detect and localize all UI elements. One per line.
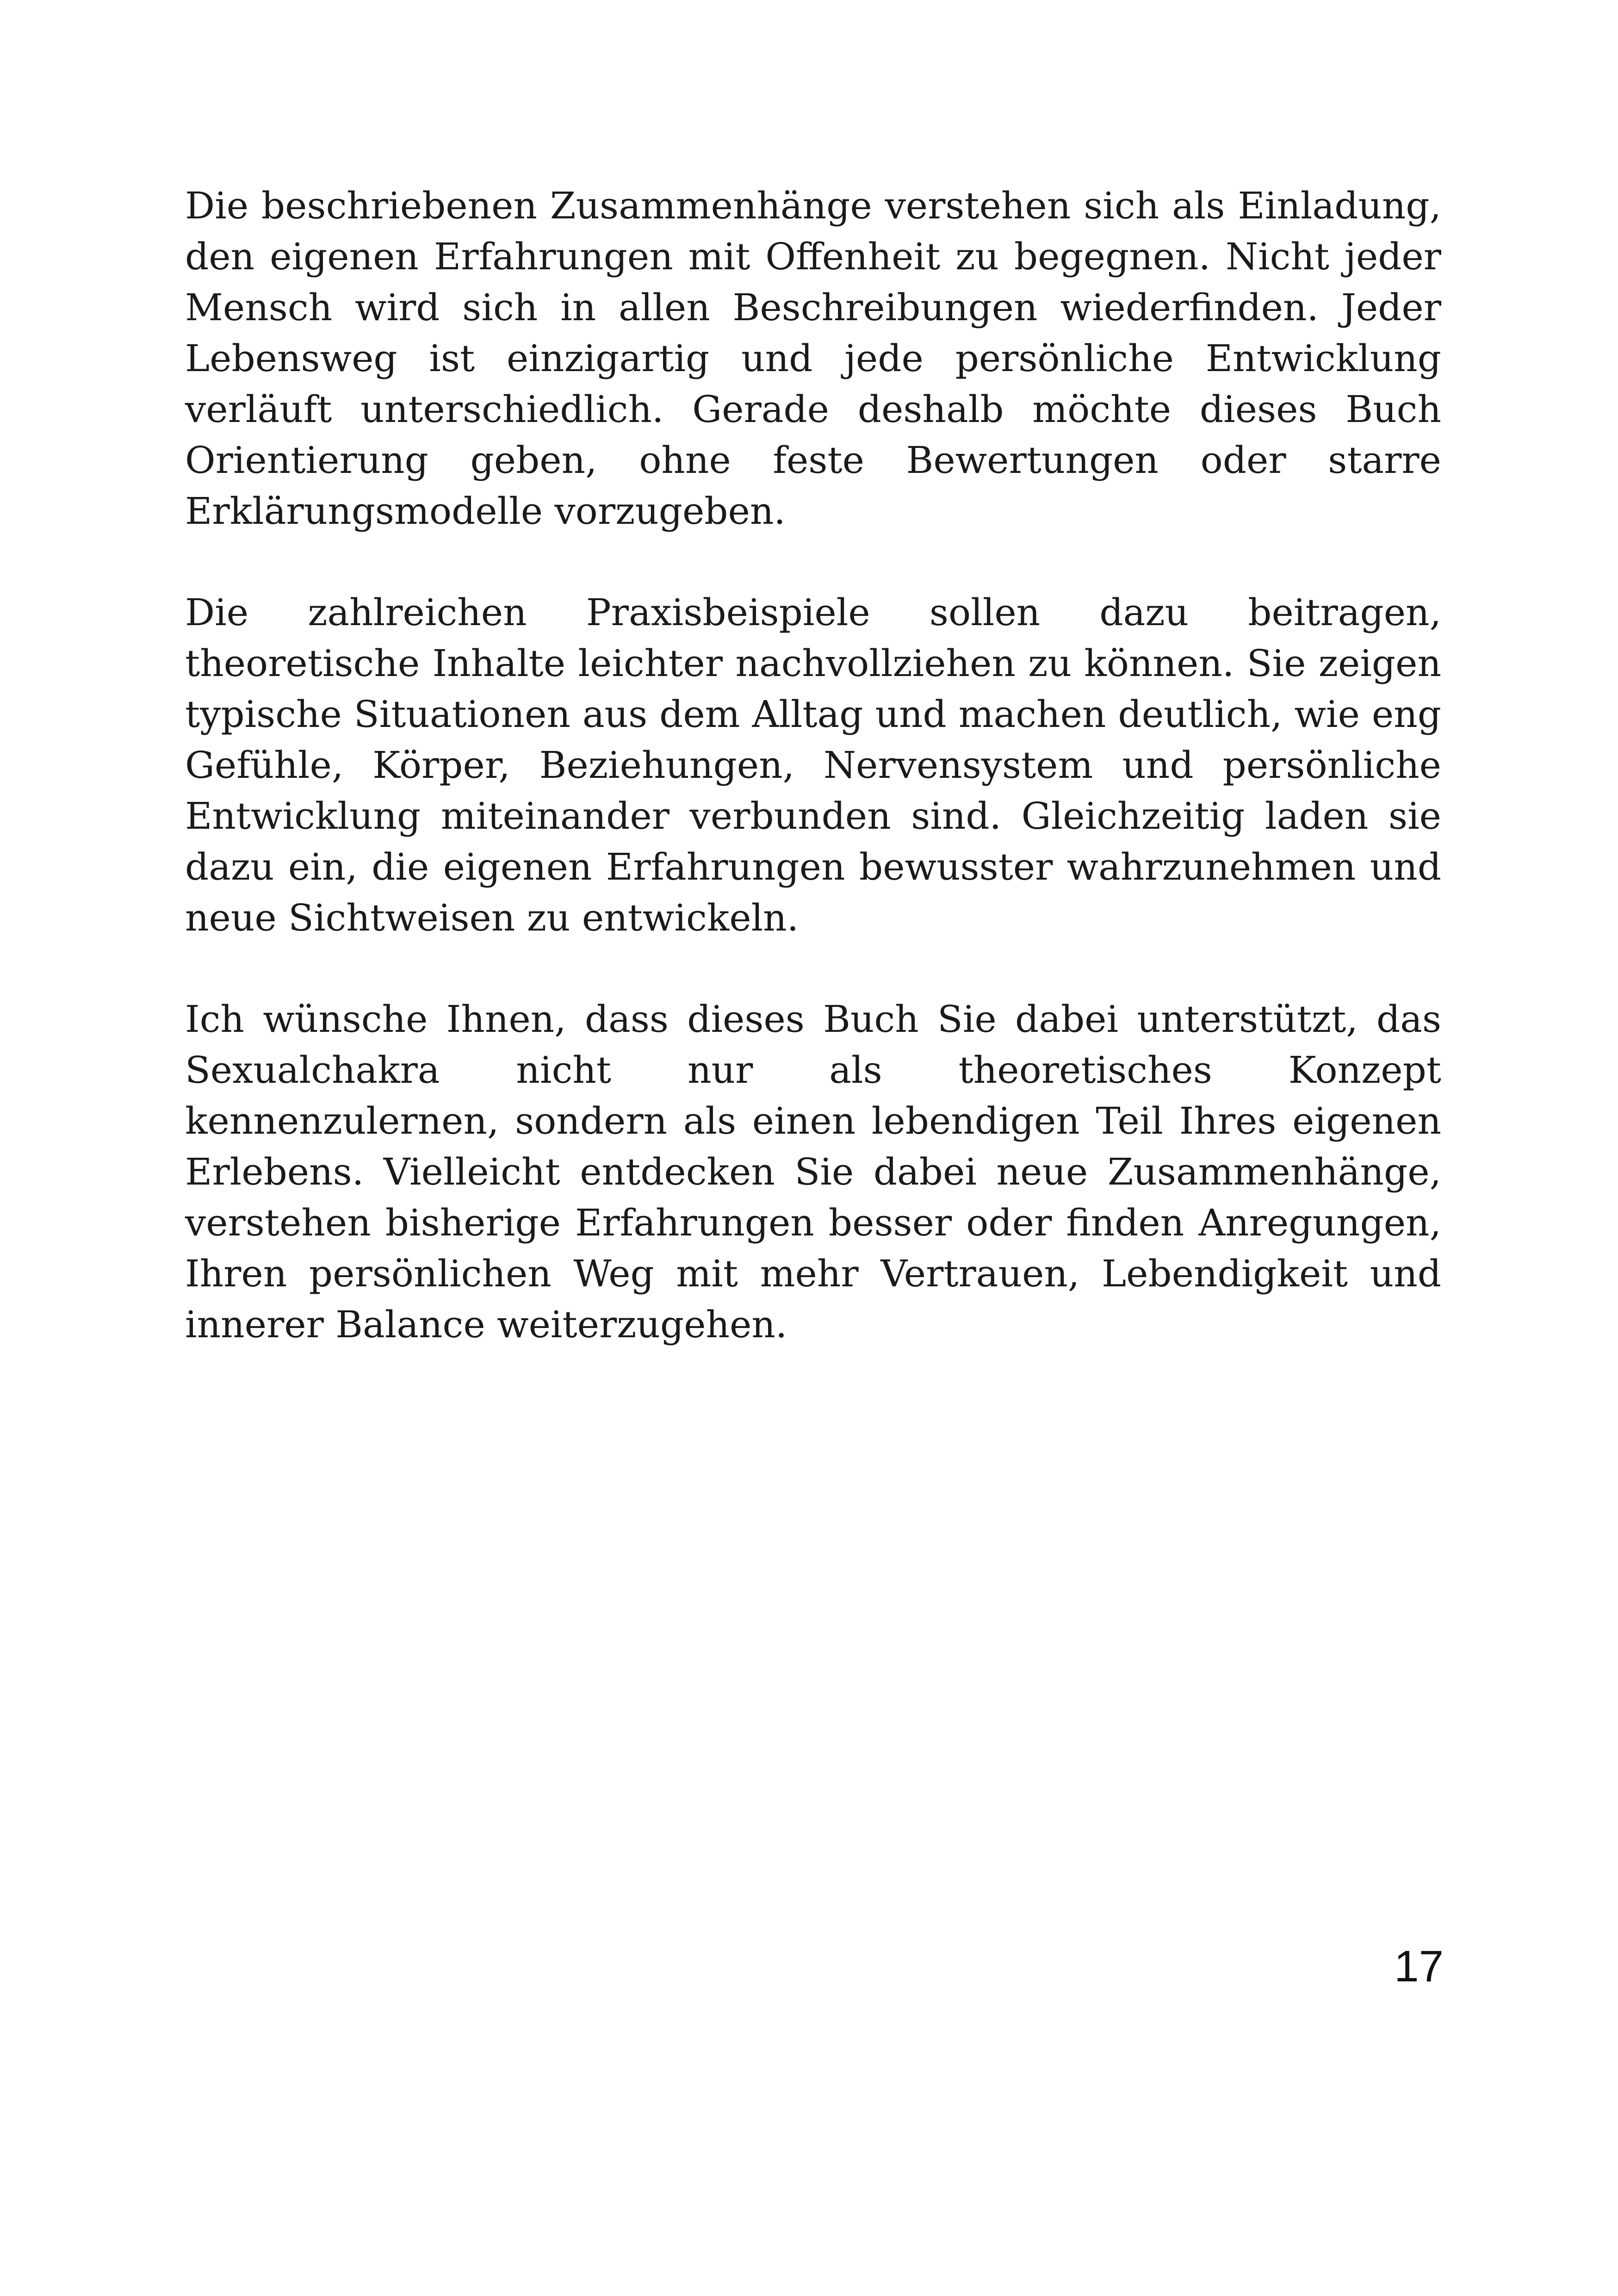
- paragraph-2: Die zahlreichen Praxisbeispiele sollen dazu beitragen, theoretische Inhalte leichter nachvollziehen zu können. Sie zeigen typische Situationen aus dem Alltag und machen deutlich, wie eng Gefühle, Körper, Beziehungen, Nervensystem und persönliche Entwicklung miteinander verbunden sind. Gleichzeitig laden sie dazu ein, die eigenen Erfahrungen bewusster wahrzunehmen und neue Sichtweisen zu entwickeln.: [185, 591, 1441, 939]
- paragraph-1: Die beschriebenen Zusammenhänge verstehen sich als Einladung, den eigenen Erfahrungen mit Offenheit zu begegnen. Nicht jeder Mensch wird sich in allen Beschreibungen wiederfinden. Jeder Lebensweg ist einzigartig und jede persönliche Entwicklung verläuft unterschiedlich. Gerade deshalb möchte dieses Buch Orientierung geben, ohne feste Bewertungen oder starre Erklärungsmodelle vorzugeben.: [185, 184, 1441, 533]
- paragraph-3: Ich wünsche Ihnen, dass dieses Buch Sie dabei unterstützt, das Sexualchakra nicht nur als theoretisches Konzept kennenzulernen, sondern als einen lebendigen Teil Ihres eigenen Erlebens. Vielleicht entdecken Sie dabei neue Zusammenhänge, verstehen bisherige Erfahrungen besser oder finden Anregungen, Ihren persönlichen Weg mit mehr Vertrauen, Lebendigkeit und innerer Balance weiterzugehen.: [185, 998, 1441, 1346]
- page-number: 17: [1394, 1942, 1444, 1991]
- body-text: [185, 180, 1441, 1401]
